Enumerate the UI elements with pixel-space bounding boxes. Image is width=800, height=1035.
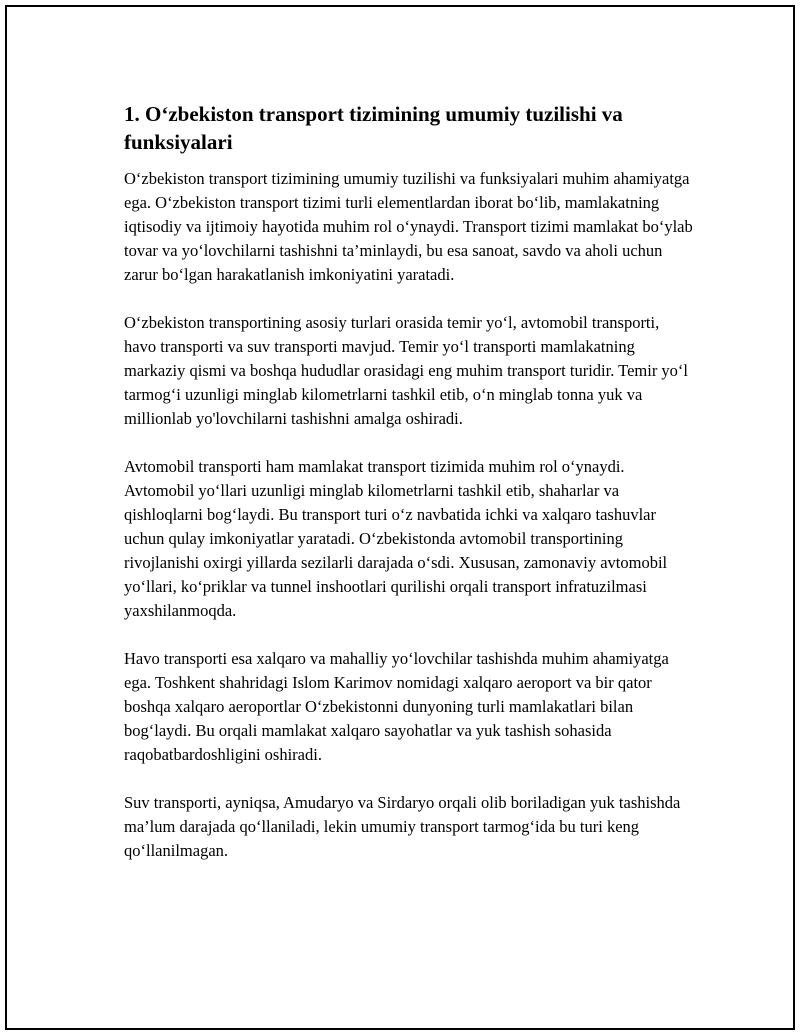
paragraph-transport-types: O‘zbekiston transportining asosiy turlari orasida temir yo‘l, avtomobil transporti, havo transporti va suv transporti mavjud. Temir yo‘l transporti mamlakatning markaziy qismi va boshqa hududlar orasidagi eng muhim transport turidir. Temir yo‘l tarmog‘i uzunligi minglab kilometrlarni tashkil etib, o‘n minglab tonna yuk va millionlab yo'lovchilarni tashishni amalga oshiradi. [124, 313, 689, 428]
section-heading: 1. O‘zbekiston transport tizimining umumiy tuzilishi va funksiyalari [124, 102, 623, 154]
paragraph-road-transport: Avtomobil transporti ham mamlakat transport tizimida muhim rol o‘ynaydi. Avtomobil yo‘llari uzunligi minglab kilometrlarni tashkil etib, shaharlar va qishloqlarni bog‘laydi. Bu transport turi o‘z navbatida ichki va xalqaro tashuvlar uchun qulay imkoniyatlar yaratadi. O‘zbekistonda avtomobil transportining rivojlanishi oxirgi yillarda sezilarli darajada o‘sdi. Xususan, zamonaviy avtomobil yo‘llari, ko‘priklar va tunnel inshootlari qurilishi orqali transport infratuzilmasi yaxshilanmoqda. [124, 457, 668, 620]
paragraph-air-transport: Havo transporti esa xalqaro va mahalliy yo‘lovchilar tashishda muhim ahamiyatga ega. Toshkent shahridagi Islom Karimov nomidagi xalqaro aeroport va bir qator boshqa xalqaro aeroportlar O‘zbekistonni dunyoning turli mamlakatlari bilan bog‘laydi. Bu orqali mamlakat xalqaro sayohatlar va yuk tashish sohasida raqobatbardoshligini oshiradi. [124, 649, 669, 764]
paragraph-intro: O‘zbekiston transport tizimining umumiy tuzilishi va funksiyalari muhim ahamiyatga ega. O‘zbekiston transport tizimi turli elementlardan iborat bo‘lib, mamlakatning iqtisodiy va ijtimoiy hayotida muhim rol o‘ynaydi. Transport tizimi mamlakat bo‘ylab tovar va yo‘lovchilarni tashishni ta’minlaydi, bu esa sanoat, savdo va aholi uchun zarur bo‘lgan harakatlanish imkoniyatini yaratadi. [124, 169, 693, 284]
document-body [124, 100, 694, 887]
paragraph-water-transport: Suv transporti, ayniqsa, Amudaryo va Sirdaryo orqali olib boriladigan yuk tashishda ma’lum darajada qo‘llaniladi, lekin umumiy transport tarmog‘ida bu turi keng qo‘llanilmagan. [124, 793, 681, 860]
page-border [5, 5, 795, 1030]
